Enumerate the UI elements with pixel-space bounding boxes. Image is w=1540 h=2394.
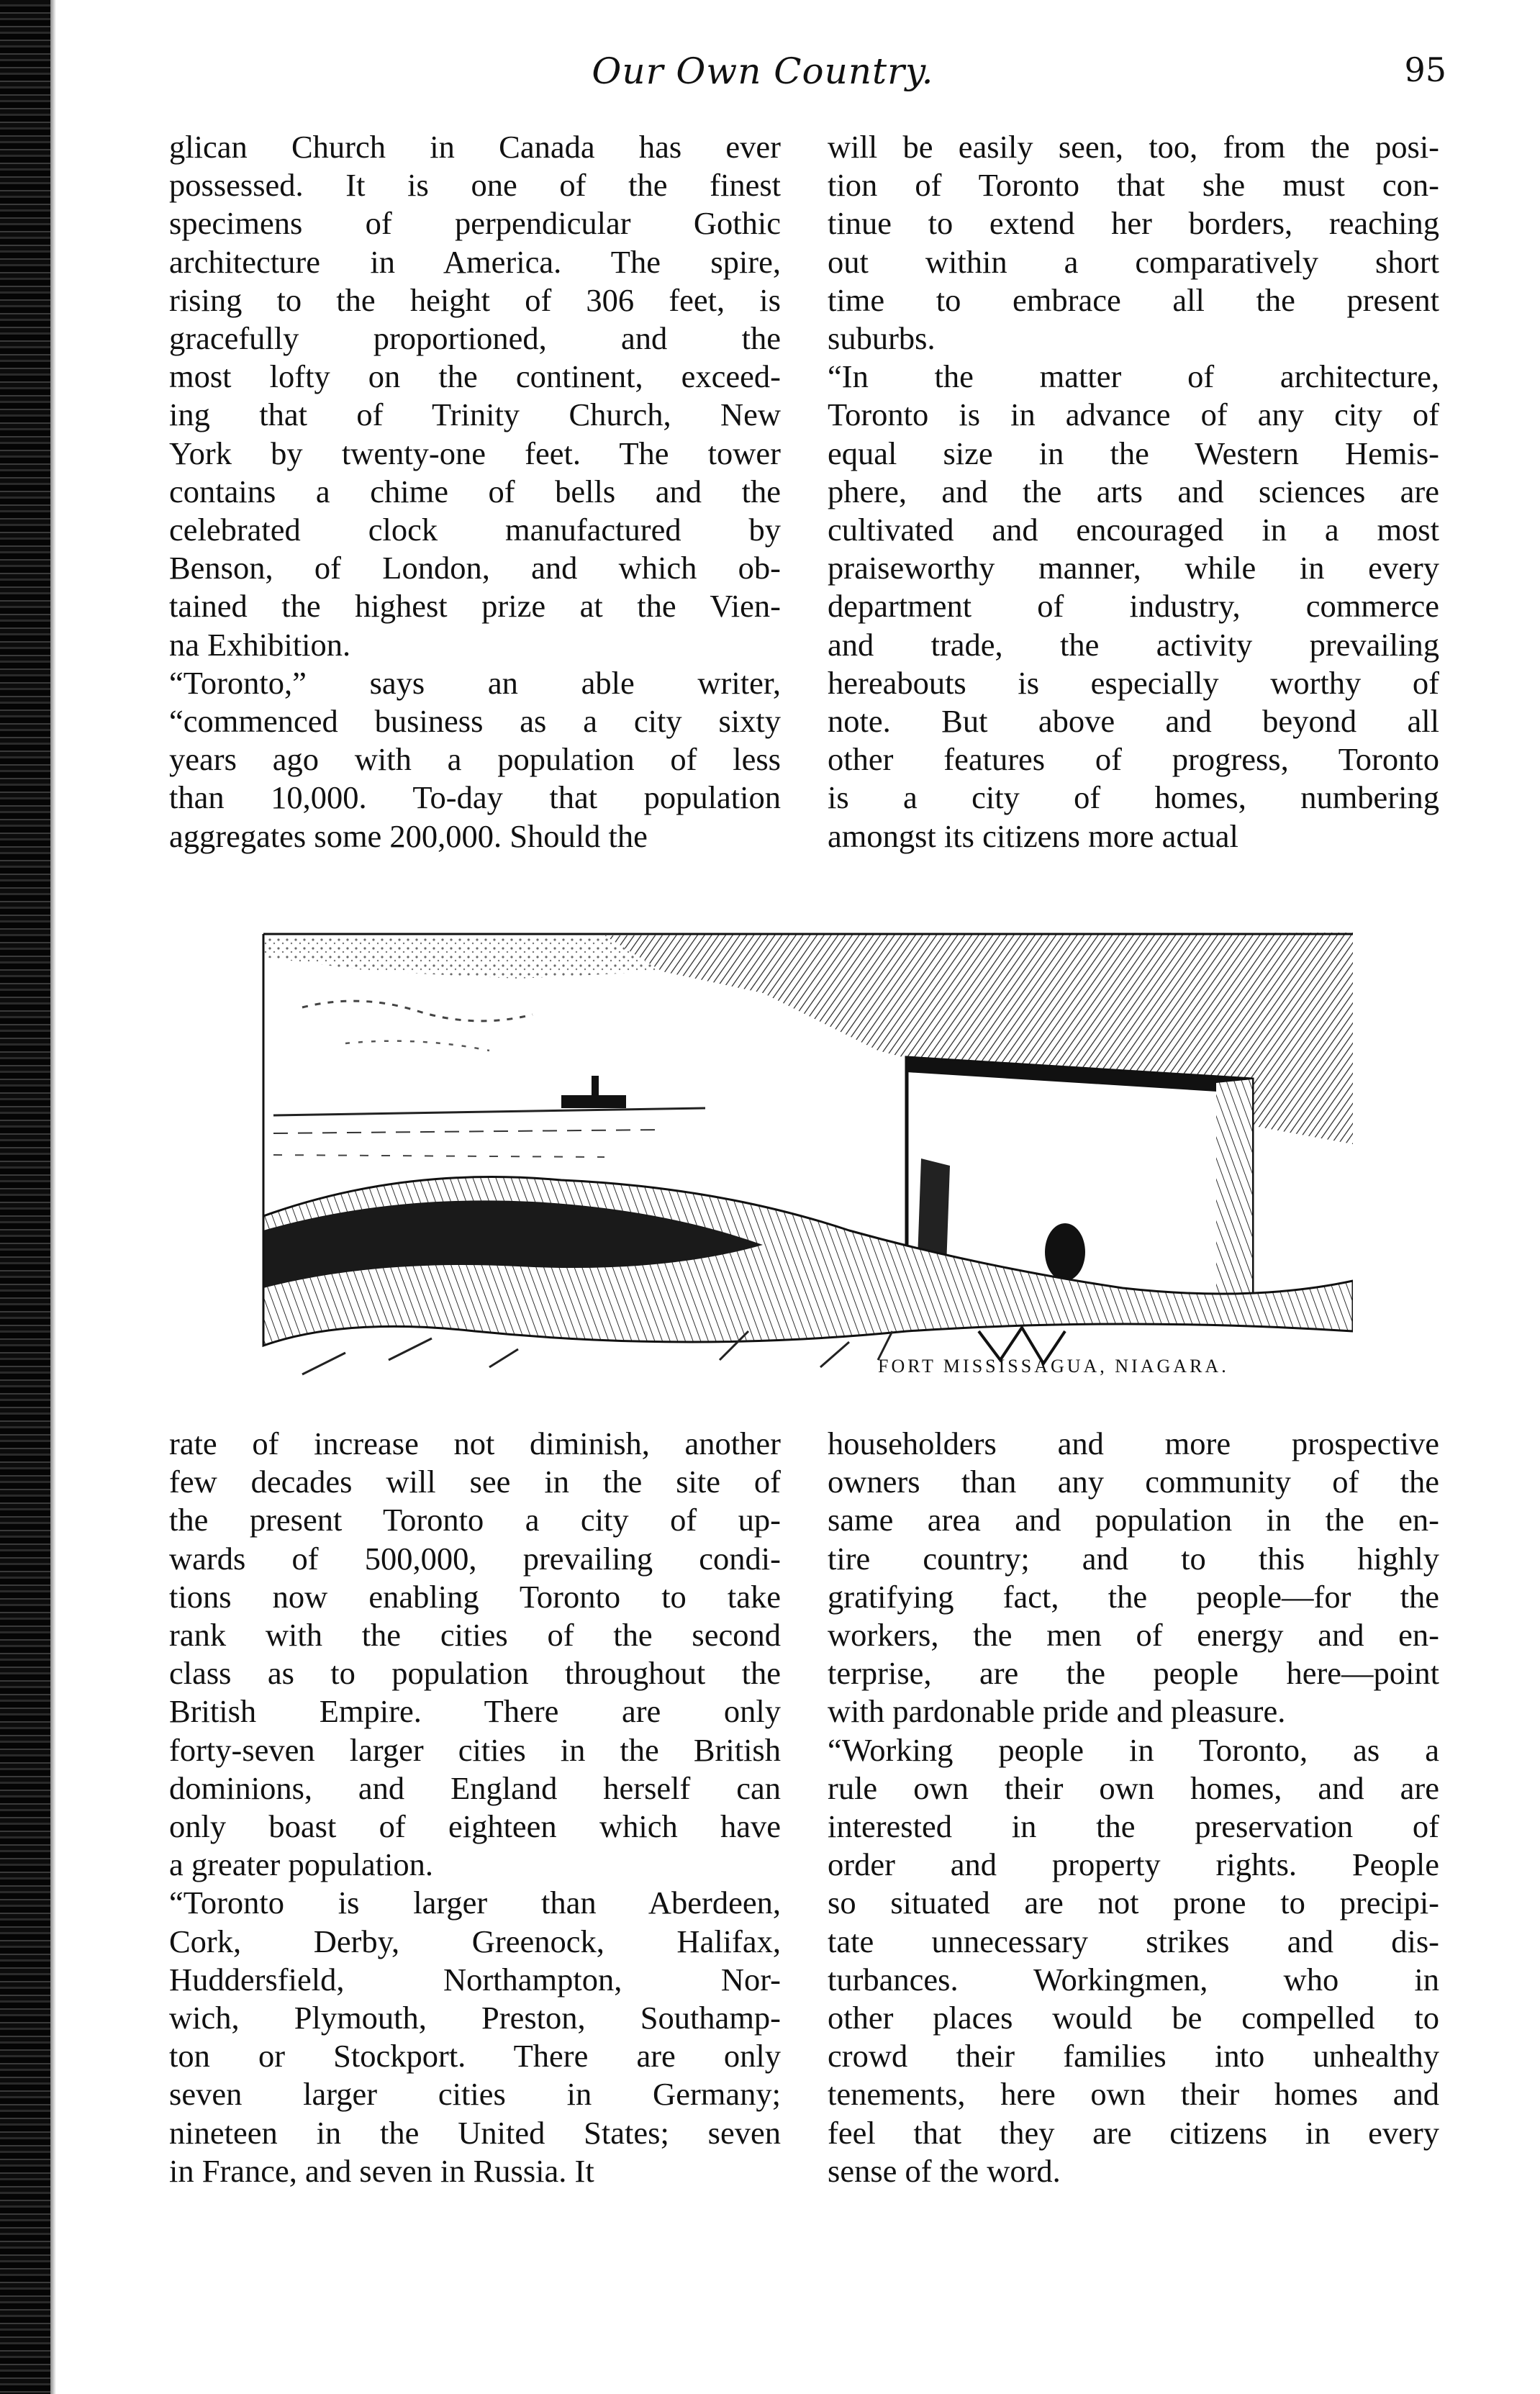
text-line: rule own their own homes, and are bbox=[828, 1769, 1439, 1806]
column-bottom-right bbox=[828, 1425, 1439, 2190]
text-line: Cork, Derby, Greenock, Halifax, bbox=[169, 1923, 781, 1959]
text-line: seven larger cities in Germany; bbox=[169, 2076, 781, 2113]
text-line: crowd their families into unhealthy bbox=[828, 2038, 1439, 2075]
text-line: rank with the cities of the second bbox=[169, 1617, 781, 1654]
text-line: tained the highest prize at the Vien- bbox=[169, 588, 781, 625]
running-title: Our Own Country. bbox=[592, 50, 934, 92]
text-line: celebrated clock manufactured by bbox=[169, 512, 781, 548]
text-line: hereabouts is especially worthy of bbox=[828, 664, 1439, 701]
text-line: forty-seven larger cities in the British bbox=[169, 1731, 781, 1768]
paragraph bbox=[828, 128, 1439, 358]
text-line: possessed. It is one of the finest bbox=[169, 167, 781, 204]
text-line: so situated are not prone to precipi- bbox=[828, 1885, 1439, 1921]
text-line: class as to population throughout the bbox=[169, 1655, 781, 1692]
text-line: phere, and the arts and sciences are bbox=[828, 473, 1439, 509]
binding-edge bbox=[0, 0, 50, 2394]
column-top-right bbox=[828, 128, 1439, 856]
text-line: tion of Toronto that she must con- bbox=[828, 167, 1439, 204]
text-line: other places would be compelled to bbox=[828, 2000, 1439, 2036]
text-line: years ago with a population of less bbox=[169, 741, 781, 778]
text-line: glican Church in Canada has ever bbox=[169, 129, 781, 165]
paragraph bbox=[828, 1731, 1439, 2190]
text-line: order and property rights. People bbox=[828, 1846, 1439, 1883]
fort-illustration bbox=[259, 928, 1353, 1389]
text-line: rising to the height of 306 feet, is bbox=[169, 281, 781, 318]
text-line: in France, and seven in Russia. It bbox=[169, 2152, 594, 2189]
text-line: householders and more prospective bbox=[828, 1425, 1439, 1461]
text-line: is a city of homes, numbering bbox=[828, 779, 1439, 816]
text-line: department of industry, commerce bbox=[828, 588, 1439, 625]
text-line: only boast of eighteen which have bbox=[169, 1808, 781, 1845]
figure-caption: FORT MISSISSAGUA, NIAGARA. bbox=[878, 1356, 1229, 1377]
text-line: “commenced business as a city sixty bbox=[169, 703, 781, 740]
text-line: amongst its citizens more actual bbox=[828, 817, 1238, 854]
text-line: York by twenty-one feet. The tower bbox=[169, 435, 781, 471]
paragraph bbox=[169, 128, 781, 664]
column-bottom-left bbox=[169, 1425, 781, 2190]
text-line: workers, the men of energy and en- bbox=[828, 1617, 1439, 1654]
text-line: Benson, of London, and which ob- bbox=[169, 550, 781, 586]
text-line: dominions, and England herself can bbox=[169, 1769, 781, 1806]
text-line: gracefully proportioned, and the bbox=[169, 320, 781, 357]
text-line: rate of increase not diminish, another bbox=[169, 1425, 781, 1461]
text-line: cultivated and encouraged in a most bbox=[828, 512, 1439, 548]
text-line: aggregates some 200,000. Should the bbox=[169, 817, 648, 854]
column-top-left bbox=[169, 128, 781, 856]
text-line: with pardonable pride and pleasure. bbox=[828, 1693, 1286, 1730]
text-line: “Toronto is larger than Aberdeen, bbox=[169, 1885, 781, 1921]
text-line: tire country; and to this highly bbox=[828, 1540, 1439, 1577]
text-line: tenements, here own their homes and bbox=[828, 2076, 1439, 2113]
text-line: and trade, the activity prevailing bbox=[828, 626, 1439, 663]
paragraph bbox=[169, 1884, 781, 2190]
text-line: feel that they are citizens in every bbox=[828, 2114, 1439, 2151]
page-number: 95 bbox=[1404, 50, 1446, 89]
text-line: owners than any community of the bbox=[828, 1464, 1439, 1500]
paragraph bbox=[169, 664, 781, 856]
text-line: most lofty on the continent, exceed- bbox=[169, 358, 781, 395]
text-line: praiseworthy manner, while in every bbox=[828, 550, 1439, 586]
paragraph bbox=[828, 358, 1439, 856]
text-line: the present Toronto a city of up- bbox=[169, 1502, 781, 1538]
text-line: ton or Stockport. There are only bbox=[169, 2038, 781, 2075]
text-line: ing that of Trinity Church, New bbox=[169, 396, 781, 433]
text-line: wards of 500,000, prevailing condi- bbox=[169, 1540, 781, 1577]
text-line: tions now enabling Toronto to take bbox=[169, 1578, 781, 1615]
text-line: Huddersfield, Northampton, Nor- bbox=[169, 1961, 781, 1998]
text-line: interested in the preservation of bbox=[828, 1808, 1439, 1845]
text-line: contains a chime of bells and the bbox=[169, 473, 781, 509]
text-line: same area and population in the en- bbox=[828, 1502, 1439, 1538]
text-line: architecture in America. The spire, bbox=[169, 243, 781, 280]
text-line: will be easily seen, too, from the posi- bbox=[828, 129, 1439, 165]
text-line: “In the matter of architecture, bbox=[828, 358, 1439, 395]
text-line: terprise, are the people here—point bbox=[828, 1655, 1439, 1692]
text-line: Toronto is in advance of any city of bbox=[828, 396, 1439, 433]
text-line: tate unnecessary strikes and dis- bbox=[828, 1923, 1439, 1959]
text-line: British Empire. There are only bbox=[169, 1693, 781, 1730]
text-line: “Toronto,” says an able writer, bbox=[169, 664, 781, 701]
text-line: tinue to extend her borders, reaching bbox=[828, 205, 1439, 242]
paragraph bbox=[828, 1425, 1439, 1731]
text-line: few decades will see in the site of bbox=[169, 1464, 781, 1500]
text-line: equal size in the Western Hemis- bbox=[828, 435, 1439, 471]
paragraph bbox=[169, 1425, 781, 1884]
text-line: nineteen in the United States; seven bbox=[169, 2114, 781, 2151]
text-line: a greater population. bbox=[169, 1846, 433, 1883]
text-line: suburbs. bbox=[828, 320, 936, 357]
text-line: “Working people in Toronto, as a bbox=[828, 1731, 1439, 1768]
text-line: na Exhibition. bbox=[169, 626, 351, 663]
running-head bbox=[79, 50, 1446, 101]
engraving-illustration bbox=[259, 928, 1353, 1389]
text-line: sense of the word. bbox=[828, 2152, 1061, 2189]
text-line: time to embrace all the present bbox=[828, 281, 1439, 318]
text-line: specimens of perpendicular Gothic bbox=[169, 205, 781, 242]
text-line: other features of progress, Toronto bbox=[828, 741, 1439, 778]
text-line: note. But above and beyond all bbox=[828, 703, 1439, 740]
text-line: wich, Plymouth, Preston, Southamp- bbox=[169, 2000, 781, 2036]
text-line: turbances. Workingmen, who in bbox=[828, 1961, 1439, 1998]
text-line: than 10,000. To-day that population bbox=[169, 779, 781, 816]
text-line: gratifying fact, the people—for the bbox=[828, 1578, 1439, 1615]
text-line: out within a comparatively short bbox=[828, 243, 1439, 280]
